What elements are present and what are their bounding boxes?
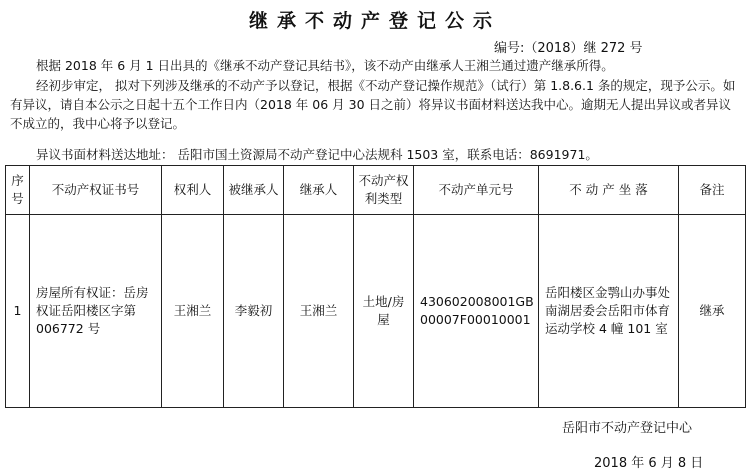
cell-right-type: 土地/房屋: [354, 215, 414, 408]
cell-decedent: 李毅初: [224, 215, 284, 408]
cell-cert: 房屋所有权证：岳房权证岳阳楼区字第 006772 号: [30, 215, 162, 408]
table-row: [6, 215, 746, 408]
header-cert: 不动产权证书号: [30, 166, 162, 215]
document-title: 继承不动产登记公示: [248, 10, 501, 32]
header-unit-no: 不动产单元号: [414, 166, 539, 215]
cell-heir: 王湘兰: [284, 215, 354, 408]
paragraph-review: 经初步审定， 拟对下列涉及继承的不动产予以登记，根据《不动产登记操作规范》（试行）第 1.8.6.1 条的规定，现予公示。如有异议，请自本公示之日起十五个工作日内（2018 年 06 月 30 日之前）将异议书面材料送达我中心。逾期无人提出异议或者异议不成立的，我中心将予以登记。: [10, 78, 736, 131]
paragraph-basis: 根据 2018 年 6 月 1 日出具的《继承不动产登记具结书》，该不动产由继承人王湘兰通过遗产继承所得。: [36, 58, 614, 73]
document-number: 编号:（2018）继 272 号: [494, 41, 643, 56]
header-remark: 备注: [679, 166, 746, 215]
header-heir: 继承人: [284, 166, 354, 215]
header-decedent: 被继承人: [224, 166, 284, 215]
issue-date: 2018 年 6 月 8 日: [594, 456, 704, 471]
cell-remark: 继承: [679, 215, 746, 408]
issuing-organization: 岳阳市不动产登记中心: [562, 421, 693, 436]
header-owner: 权利人: [162, 166, 224, 215]
paragraph-objection-address: 异议书面材料送达地址： 岳阳市国土资源局不动产登记中心法规科 1503 室，联系电话：8691971。: [36, 147, 598, 162]
header-right-type: 不动产权利类型: [354, 166, 414, 215]
header-seq: 序号: [6, 166, 30, 215]
table-header-row: [6, 166, 746, 215]
cell-unit-no: 430602008001GB00007F00010001: [414, 215, 539, 408]
header-location: 不 动 产 坐 落: [539, 166, 679, 215]
property-table: [5, 165, 746, 408]
cell-owner: 王湘兰: [162, 215, 224, 408]
cell-location: 岳阳楼区金鹗山办事处南湖居委会岳阳市体育运动学校 4 幢 101 室: [539, 215, 679, 408]
cell-seq: 1: [6, 215, 30, 408]
